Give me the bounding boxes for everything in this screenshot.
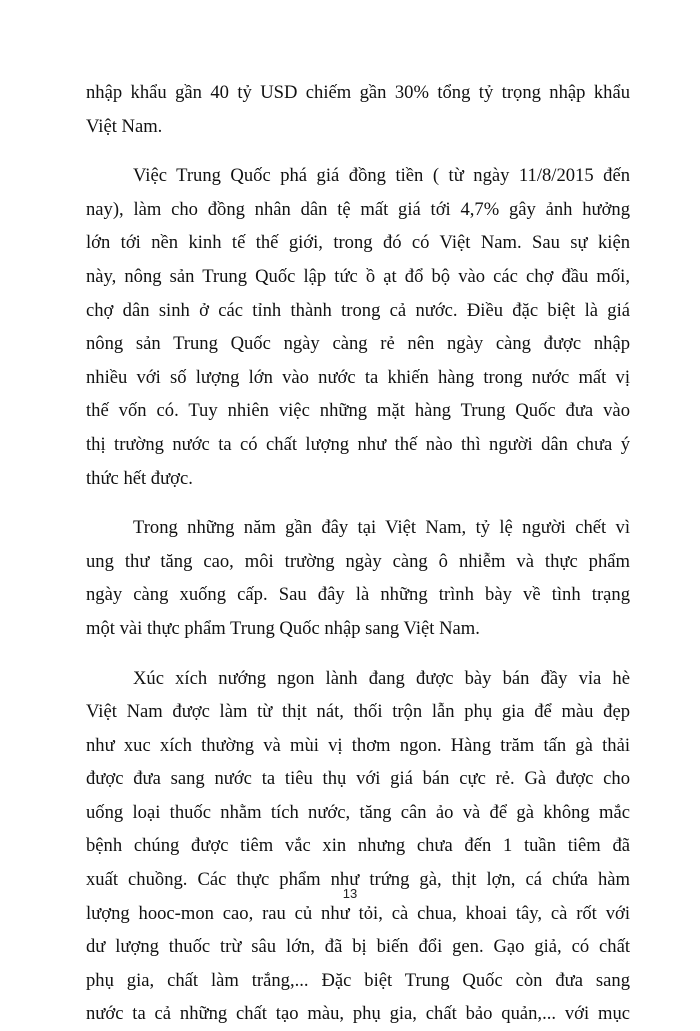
text-line: như xuc xích thường và mùi vị thơm ngon. Hàng trăm tấn gà thải (86, 729, 630, 763)
paragraph-4 (86, 662, 630, 1031)
text-line: thị trường nước ta có chất lượng như thế nào thì người dân chưa ý (86, 428, 630, 462)
text-line: này, nông sản Trung Quốc lập tức ồ ạt đổ bộ vào các chợ đầu mối, (86, 260, 630, 294)
text-line: Xúc xích nướng ngon lành đang được bày bán đầy vỉa hè (86, 662, 630, 696)
text-line: nhập khẩu gần 40 tỷ USD chiếm gần 30% tổng tỷ trọng nhập khẩu (86, 76, 630, 110)
text-line: dư lượng thuốc trừ sâu lớn, đã bị biến đổi gen. Gạo giả, có chất (86, 930, 630, 964)
text-line: thức hết được. (86, 462, 630, 496)
text-line: phụ gia, chất làm trắng,... Đặc biệt Trung Quốc còn đưa sang (86, 964, 630, 998)
text-line: nước ta cả những chất tạo màu, phụ gia, chất bảo quản,... với mục (86, 997, 630, 1031)
text-line: thế vốn có. Tuy nhiên việc những mặt hàng Trung Quốc đưa vào (86, 394, 630, 428)
text-line: uống loại thuốc nhằm tích nước, tăng cân ảo và để gà không mắc (86, 796, 630, 830)
text-line: lượng hooc-mon cao, rau củ như tỏi, cà chua, khoai tây, cà rốt với (86, 897, 630, 931)
page-number: 13 (0, 886, 700, 901)
text-line: bệnh chúng được tiêm vắc xin nhưng chưa đến 1 tuần tiêm đã (86, 829, 630, 863)
text-line: nhiều với số lượng lớn vào nước ta khiến hàng trong nước mất vị (86, 361, 630, 395)
text-line: lớn tới nền kinh tế thế giới, trong đó có Việt Nam. Sau sự kiện (86, 226, 630, 260)
paragraph-1 (86, 76, 630, 143)
text-line: ung thư tăng cao, môi trường ngày càng ô nhiễm và thực phẩm (86, 545, 630, 579)
text-line: Việt Nam. (86, 110, 630, 144)
text-line: một vài thực phẩm Trung Quốc nhập sang Việt Nam. (86, 612, 630, 646)
text-line: Việc Trung Quốc phá giá đồng tiền ( từ ngày 11/8/2015 đến (86, 159, 630, 193)
paragraph-3 (86, 511, 630, 645)
text-line: ngày càng xuống cấp. Sau đây là những trình bày về tình trạng (86, 578, 630, 612)
text-line: được đưa sang nước ta tiêu thụ với giá bán cực rẻ. Gà được cho (86, 762, 630, 796)
text-line: nông sản Trung Quốc ngày càng rẻ nên ngày càng được nhập (86, 327, 630, 361)
text-line: chợ dân sinh ở các tỉnh thành trong cả nước. Điều đặc biệt là giá (86, 294, 630, 328)
text-line: Việt Nam được làm từ thịt nát, thối trộn lẫn phụ gia để màu đẹp (86, 695, 630, 729)
text-line: Trong những năm gần đây tại Việt Nam, tỷ lệ người chết vì (86, 511, 630, 545)
paragraph-2 (86, 159, 630, 495)
text-line: nay), làm cho đồng nhân dân tệ mất giá tới 4,7% gây ảnh hưởng (86, 193, 630, 227)
text-line: xuất chuồng. Các thực phẩm như trứng gà, thịt lợn, cá chứa hàm (86, 863, 630, 897)
